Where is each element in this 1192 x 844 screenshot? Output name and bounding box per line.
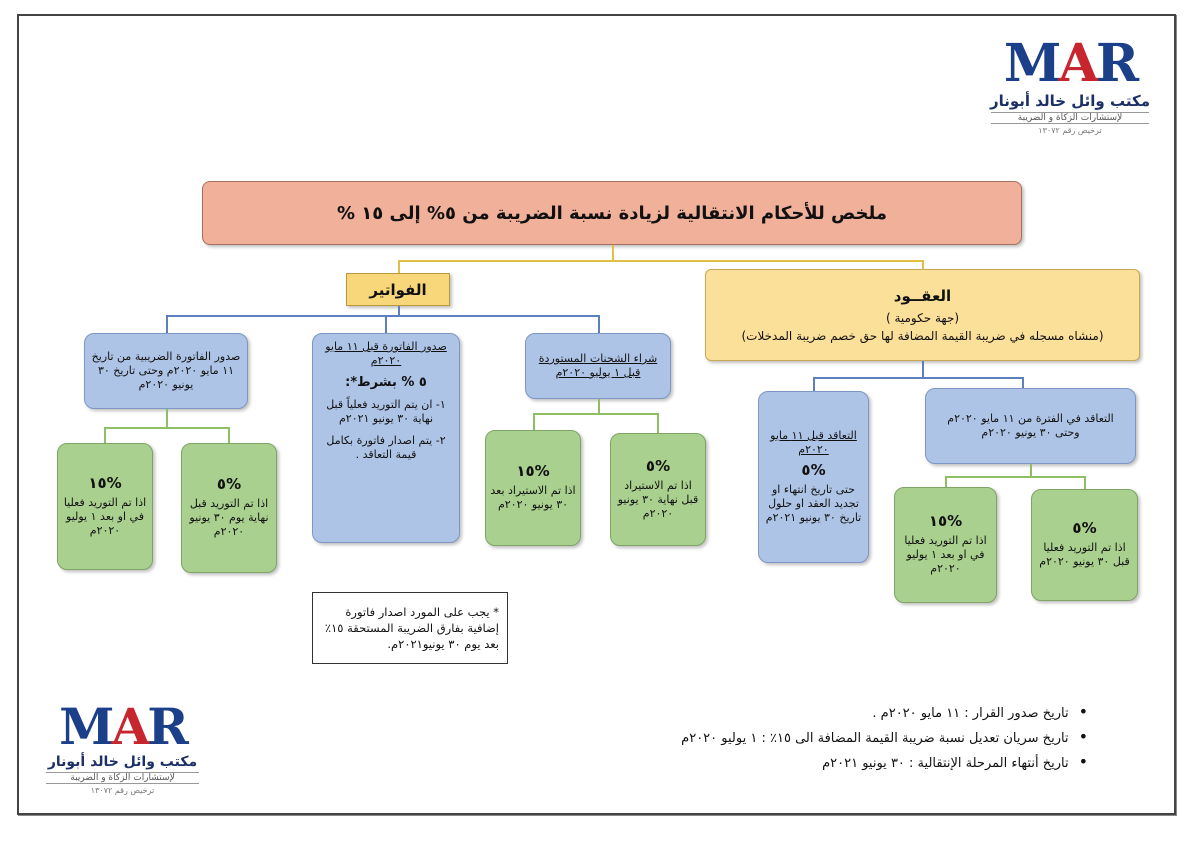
contract-before-box: التعاقد قبل ١١ مايو ٢٠٢٠م %٥ حتى تاريخ انتهاء او تجديد العقد او حلول تاريخ ٣٠ يونيو ٢٠٢١م bbox=[758, 391, 869, 563]
connector bbox=[398, 260, 923, 262]
company-logo-top bbox=[985, 33, 1155, 135]
connector bbox=[1084, 476, 1086, 489]
logo-license: ترخيص رقم ١٣٠٧٢ bbox=[1038, 126, 1102, 135]
connector bbox=[228, 427, 230, 443]
dates-notes-list bbox=[681, 700, 1088, 775]
shipment-5-box: %٥ اذا تم الاستيراد قبل نهاية ٣٠ يونيو ٢٠٢٠م bbox=[610, 433, 706, 546]
logo-name: مكتب وائل خالد أبونار bbox=[990, 92, 1150, 110]
connector bbox=[385, 315, 387, 333]
company-logo-bottom bbox=[40, 697, 205, 795]
note-item: • تاريخ صدور القرار : ١١ مايو ٢٠٢٠م . bbox=[681, 700, 1088, 725]
note-item: • تاريخ سريان تعديل نسبة ضريبة القيمة المضافة الى ١٥٪ : ١ يوليو ٢٠٢٠م bbox=[681, 725, 1088, 750]
logo-mark: MAR bbox=[1003, 33, 1137, 94]
logo-license: ترخيص رقم ١٣٠٧٢ bbox=[90, 786, 155, 795]
connector bbox=[945, 476, 947, 487]
connector bbox=[657, 413, 659, 433]
connector bbox=[166, 315, 168, 333]
before-may-pct: ٥ % بشرط*: bbox=[345, 375, 427, 390]
invoice-15-box: %١٥ اذا تم التوريد فعليا في او بعد ١ يوليو ٢٠٢٠م bbox=[57, 443, 153, 570]
connector bbox=[104, 427, 106, 443]
invoices-header: الفواتير bbox=[346, 273, 450, 306]
contracts-sub2: (منشاه مسجله في ضريبة القيمة المضافة لها حق خصم ضريبة المدخلات) bbox=[741, 329, 1104, 343]
connector bbox=[813, 377, 815, 391]
connector bbox=[945, 476, 1085, 478]
connector bbox=[398, 306, 400, 315]
before-may-cond2: ٢- يتم اصدار فاتورة بكامل قيمة التعاقد . bbox=[326, 434, 446, 461]
before-may-cond1: ١- ان يتم التوريد فعلياً قبل نهاية ٣٠ يونيو ٢٠٢١م bbox=[326, 398, 446, 425]
connector bbox=[612, 245, 614, 261]
contracts-header bbox=[705, 269, 1140, 361]
connector bbox=[398, 260, 400, 274]
logo-subtitle: لإستشارات الزكاة و الضريبة bbox=[46, 772, 199, 784]
page-title: ملخص للأحكام الانتقالية لزيادة نسبة الضريبة من ٥% إلى ١٥ % bbox=[202, 181, 1022, 245]
connector bbox=[1022, 377, 1024, 388]
invoice-5-box: %٥ اذا تم التوريد قبل نهاية يوم ٣٠ يونيو ٢٠٢٠م bbox=[181, 443, 277, 573]
shipments-box: شراء الشحنات المستوردة قبل ١ يوليو ٢٠٢٠م bbox=[525, 333, 671, 399]
invoice-note-box: * يجب على المورد اصدار فاتورة إضافية بفارق الضريبة المستحقة ١٥٪ بعد يوم ٣٠ يونيو٢٠٢١م. bbox=[312, 592, 508, 664]
connector bbox=[166, 409, 168, 427]
before-may-title: صدور الفاتورة قبل ١١ مايو ٢٠٢٠م bbox=[325, 340, 447, 367]
connector bbox=[922, 361, 924, 378]
contract-15-box: %١٥ اذا تم التوريد فعليا في او بعد ١ يوليو ٢٠٢٠م bbox=[894, 487, 997, 603]
shipment-15-box: %١٥ اذا تم الاستيراد بعد ٣٠ يونيو ٢٠٢٠م bbox=[485, 430, 581, 546]
connector bbox=[598, 315, 600, 333]
connector bbox=[104, 427, 229, 429]
connector bbox=[166, 315, 598, 317]
contracts-title: العقــود bbox=[893, 287, 952, 305]
logo-name: مكتب وائل خالد أبونار bbox=[47, 754, 198, 770]
connector bbox=[813, 377, 1023, 379]
contract-5-box: %٥ اذا تم التوريد فعليا قبل ٣٠ يونيو ٢٠٢٠م bbox=[1031, 489, 1138, 601]
connector bbox=[533, 413, 535, 430]
connector bbox=[533, 413, 658, 415]
invoice-from-may-box: صدور الفاتورة الضريبية من تاريخ ١١ مايو ٢٠٢٠م وحتى تاريخ ٣٠ يونيو ٢٠٢٠م bbox=[84, 333, 248, 409]
invoice-before-may-box bbox=[312, 333, 460, 543]
contract-period-box: التعاقد في الفترة من ١١ مايو ٢٠٢٠م وحتى ٣٠ يونيو ٢٠٢٠م bbox=[925, 388, 1136, 464]
connector bbox=[598, 399, 600, 413]
contracts-sub1: (جهة حكومية ) bbox=[885, 311, 960, 325]
logo-subtitle: لإستشارات الزكاة و الضريبة bbox=[991, 112, 1149, 124]
note-item: • تاريخ أنتهاء المرحلة الإنتقالية : ٣٠ يونيو ٢٠٢١م bbox=[681, 750, 1088, 775]
logo-mark: MAR bbox=[59, 697, 186, 756]
